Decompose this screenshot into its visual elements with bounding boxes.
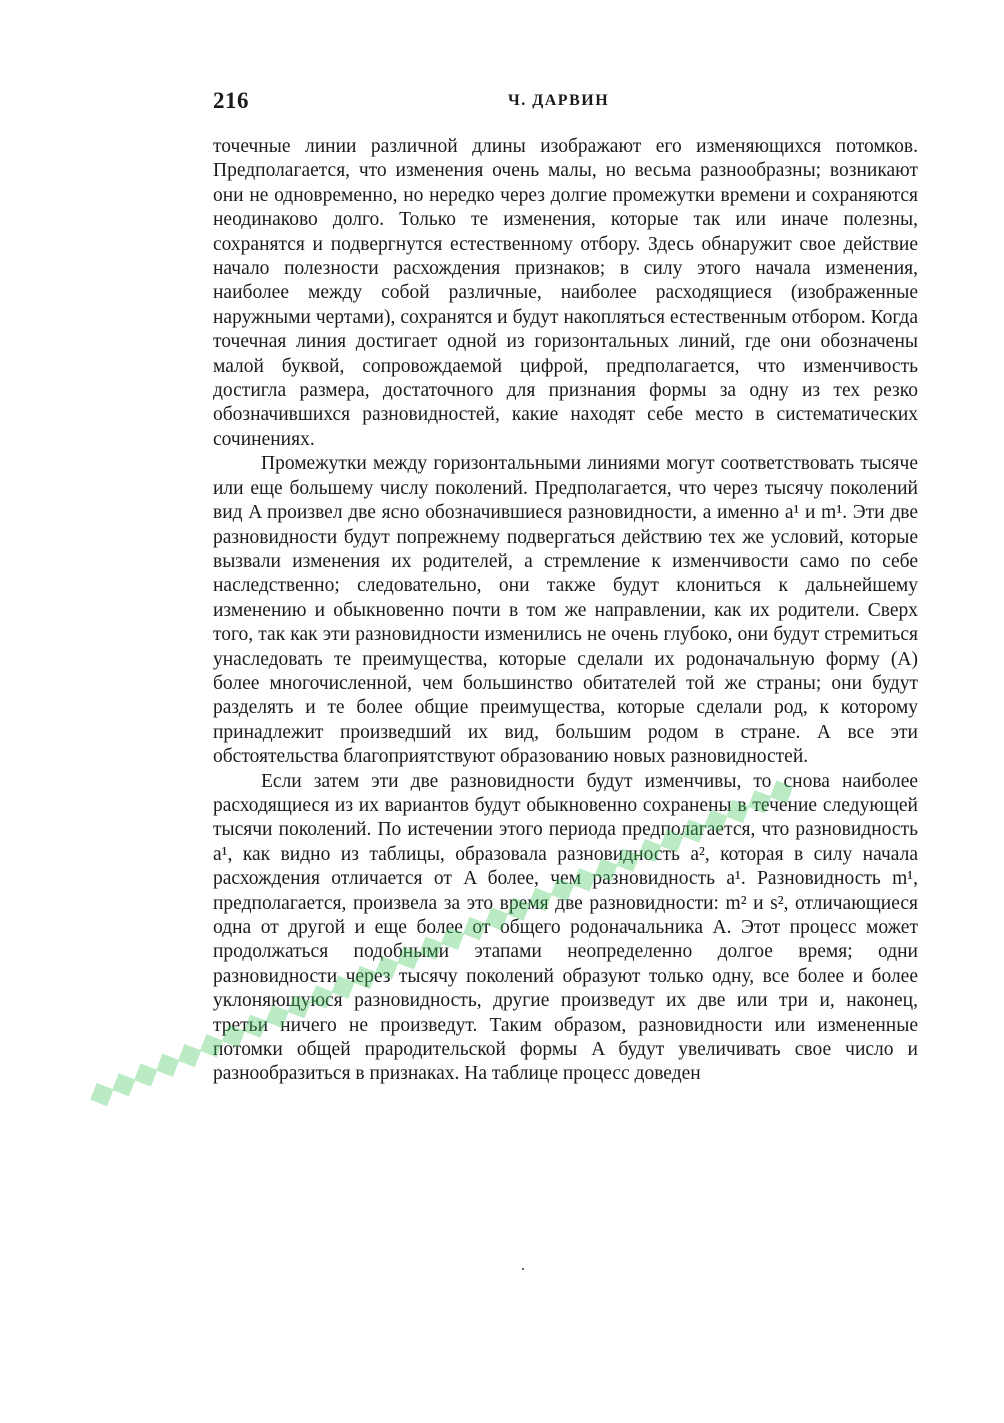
- running-head: Ч. ДАРВИН: [508, 92, 610, 109]
- page-header: [213, 88, 918, 118]
- page-number: 216: [213, 88, 249, 113]
- paragraph-2: Промежутки между горизонтальными линиями могут соответствовать тысяче или еще большему числу поколений. Предполагается, что через тысячу поколений вид A произвел две ясно обозначившиеся разновидности, а именно a¹ и m¹. Эти две разновидности будут попрежнему подвергаться действию тех же условий, которые вызвали изменения их родителей, а стремление к изменчивости само по себе наследственно; следовательно, они также будут клониться к дальнейшему изменению и обыкновенно почти в том же направлении, как их родители. Сверх того, так как эти разновидности изменились не очень глубоко, они будут стремиться унаследовать те преимущества, которые сделали их родоначальную форму (A) более многочисленной, чем большинство обитателей той же страны; они будут разделять и те более общие преимущества, которые сделали род, к которому принадлежит произведший их вид, большим родом в стране. А все эти обстоятельства благоприятствуют образованию новых разновидностей.: [213, 453, 918, 768]
- page-speck: [522, 1268, 524, 1270]
- paragraph-3: Если затем эти две разновидности будут изменчивы, то снова наиболее расходящиеся из их вариантов будут обыкновенно сохранены в течение следующей тысячи поколений. По истечении этого периода предполагается, что разновидность a¹, как видно из таблицы, образовала разновидность a², которая в силу начала расхождения отличается от A более, чем разновидность a¹. Разновидность m¹, предполагается, произвела за это время две разновидности: m² и s², отличающиеся одна от другой и еще более от общего родоначальника A. Этот процесс может продолжаться подобными этапами неопределенно долгое время; одни разновидности через тысячу поколений образуют только одну, все более и более уклоняющуюся разновидность, другие произведут их две или три и, наконец, третьи ничего не произведут. Таким образом, разновидности или измененные потомки общей прародительской формы A будут увеличивать свое число и разнообразиться в признаках. На таблице процесс доведен: [213, 770, 918, 1085]
- paragraph-1: точечные линии различной длины изображают его изменяющихся потомков. Предполагается, что изменения очень малы, но весьма разнообразны; возникают они не одновременно, но нередко через долгие промежутки времени и сохраняются неодинаково долго. Только те изменения, которые так или иначе полезны, сохранятся и подвергнутся естественному отбору. Здесь обнаружит свое действие начало полезности расхождения признаков; в силу этого начала изменения, наиболее между собой различные, наиболее расходящиеся (изображенные наружными чертами), сохранятся и будут накопляться естественным отбором. Когда точечная линия достигает одной из горизонтальных линий, где они обозначены малой буквой, сопровождаемой цифрой, предполагается, что изменчивость достигла размера, достаточного для признания формы за одну из тех резко обозначившихся разновидностей, какие находят себе место в систематических сочинениях.: [213, 136, 918, 450]
- body-text: [213, 135, 918, 1087]
